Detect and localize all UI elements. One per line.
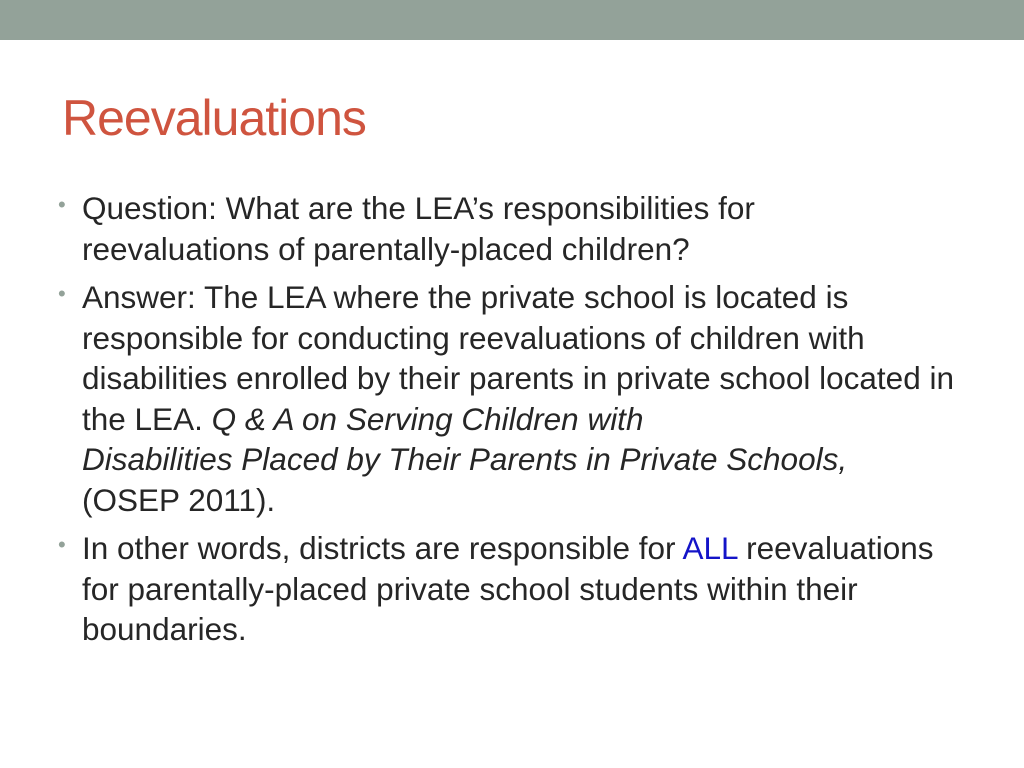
answer-citation-line2: Disabilities Placed by Their Parents in Private Schools,: [82, 441, 848, 477]
top-accent-bar: [0, 0, 1024, 40]
summary-text-after: reevaluations for parentally-placed private school students within their boundaries.: [82, 530, 934, 647]
bullet-dot-icon: •: [58, 192, 66, 217]
summary-highlight-all: ALL: [682, 530, 738, 566]
summary-text-before: In other words, districts are responsible for: [82, 530, 683, 566]
answer-text: Answer: The LEA where the private school is located is responsible for conducting reevaluations of children with disabilities enrolled by their parents in private school located in the LEA.: [82, 279, 954, 437]
bullet-question: [58, 188, 968, 269]
answer-citation-source: (OSEP 2011).: [82, 481, 276, 518]
bullet-answer: [58, 277, 968, 520]
bullet-summary: [58, 528, 968, 650]
bullet-dot-icon: •: [58, 281, 66, 306]
question-text-line1: Question: What are the LEA’s responsibilities for: [82, 190, 755, 226]
bullet-list: [58, 188, 968, 658]
slide-title: Reevaluations: [62, 90, 366, 146]
answer-citation-line1: Q & A on Serving Children with: [211, 400, 644, 437]
bullet-dot-icon: •: [58, 532, 66, 557]
question-text-line2: reevaluations of parentally-placed children?: [82, 230, 690, 267]
